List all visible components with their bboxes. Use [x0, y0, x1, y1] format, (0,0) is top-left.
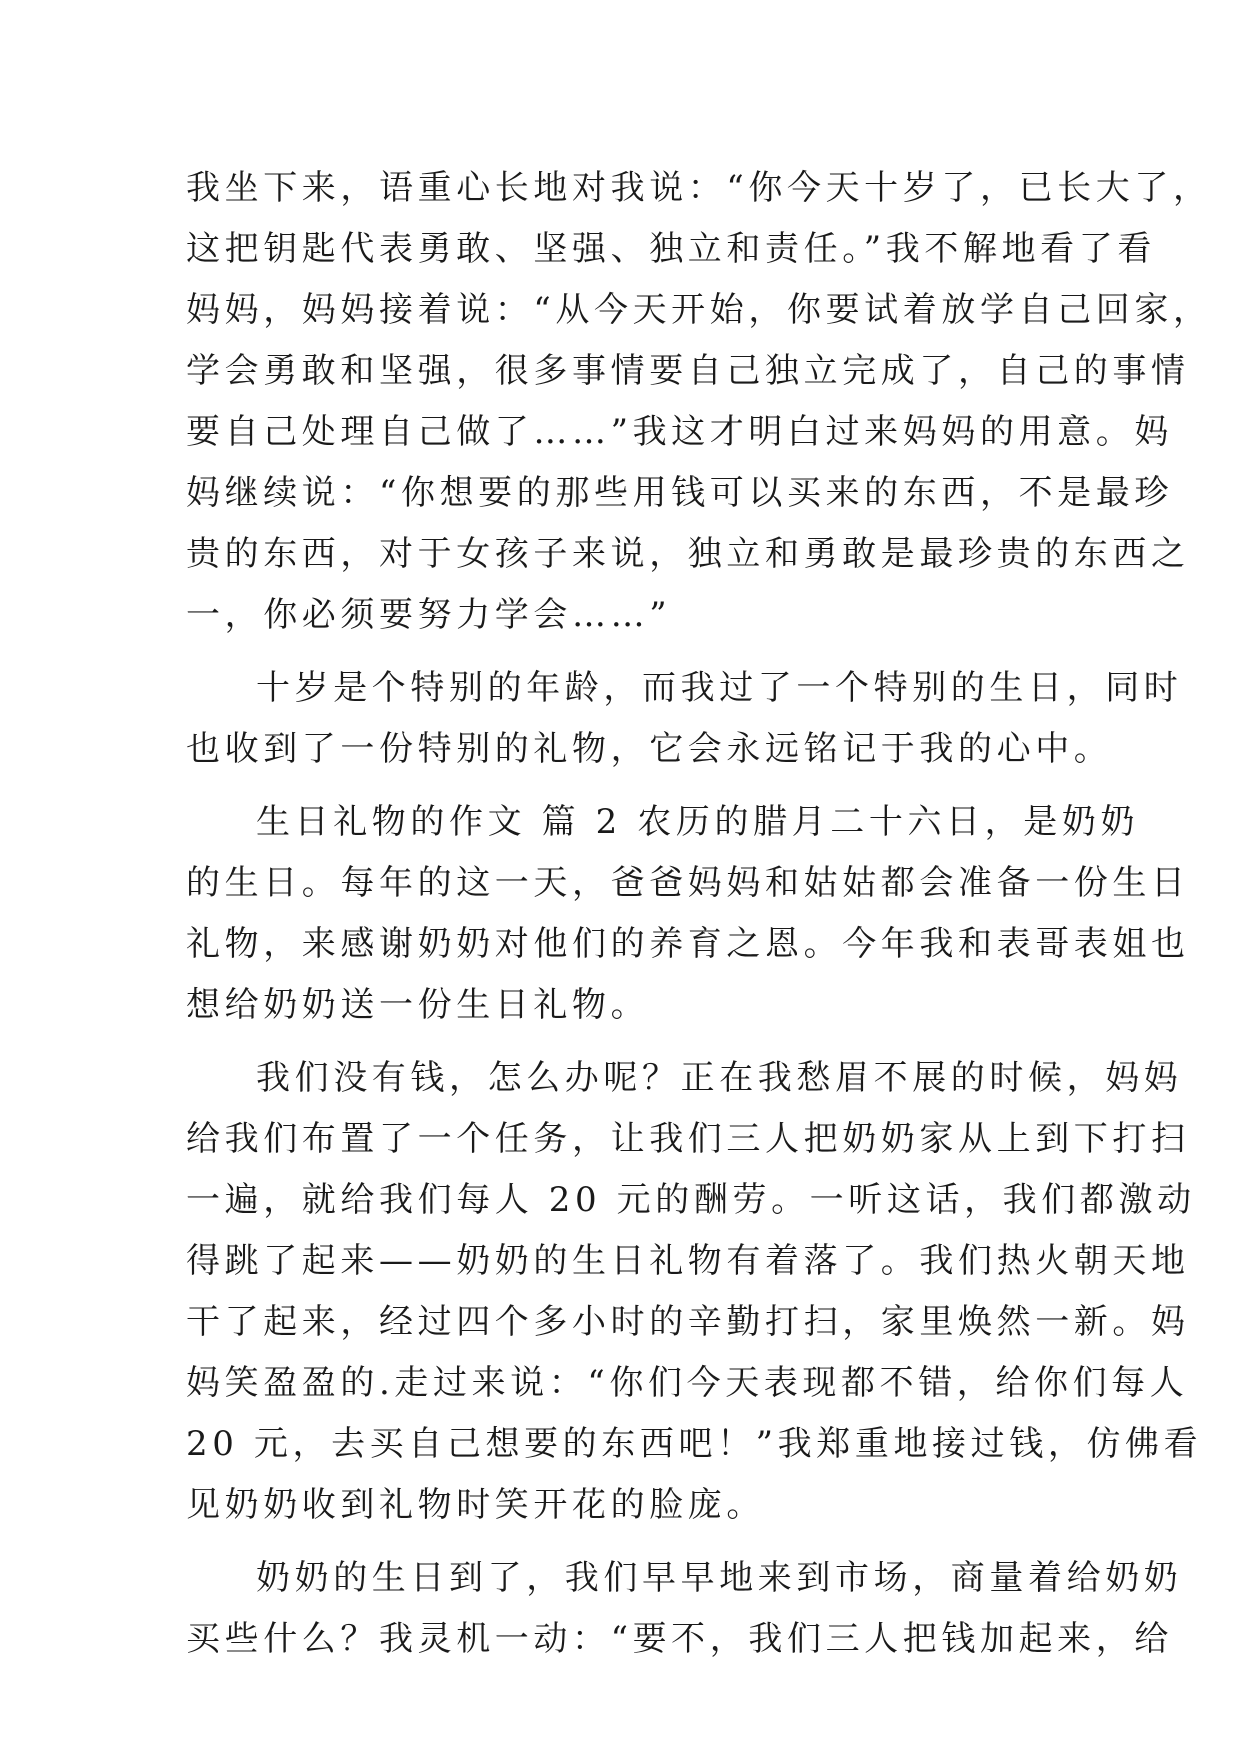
text-line: 奶奶的生日到了，我们早早地来到市场，商量着给奶奶 [256, 1558, 1183, 1598]
text-line: 我坐下来，语重心长地对我说：“你今天十岁了，已长大了， [186, 168, 1212, 208]
text-line: 要自己处理自己做了……”我这才明白过来妈妈的用意。妈 [186, 412, 1173, 452]
text-line: 学会勇敢和坚强，很多事情要自己独立完成了，自己的事情 [186, 351, 1190, 391]
text-line: 想给奶奶送一份生日礼物。 [186, 985, 650, 1025]
text-line: 给我们布置了一个任务，让我们三人把奶奶家从上到下打扫 [186, 1119, 1190, 1159]
text-line: 干了起来，经过四个多小时的辛勤打扫，家里焕然一新。妈 [186, 1302, 1190, 1342]
text-line: 20 元，去买自己想要的东西吧！”我郑重地接过钱，仿佛看 [186, 1424, 1203, 1464]
text-line: 生日礼物的作文 篇 2 农历的腊月二十六日，是奶奶 [256, 802, 1140, 842]
text-line: 见奶奶收到礼物时笑开花的脸庞。 [186, 1485, 765, 1525]
text-line: 也收到了一份特别的礼物，它会永远铭记于我的心中。 [186, 729, 1113, 769]
text-line: 的生日。每年的这一天，爸爸妈妈和姑姑都会准备一份生日 [186, 863, 1190, 903]
text-line: 贵的东西，对于女孩子来说，独立和勇敢是最珍贵的东西之 [186, 534, 1190, 574]
text-line: 十岁是个特别的年龄，而我过了一个特别的生日，同时 [256, 668, 1183, 708]
text-line: 买些什么？我灵机一动：“要不，我们三人把钱加起来，给 [186, 1619, 1173, 1659]
text-line: 妈笑盈盈的.走过来说：“你们今天表现都不错，给你们每人 [186, 1363, 1189, 1403]
text-line: 我们没有钱，怎么办呢？正在我愁眉不展的时候，妈妈 [256, 1058, 1183, 1098]
text-line: 礼物，来感谢奶奶对他们的养育之恩。今年我和表哥表姐也 [186, 924, 1190, 964]
document-body [186, 158, 1212, 1670]
text-line: 得跳了起来——奶奶的生日礼物有着落了。我们热火朝天地 [186, 1241, 1190, 1281]
text-line: 妈继续说：“你想要的那些用钱可以买来的东西，不是最珍 [186, 473, 1173, 513]
text-line: 一遍，就给我们每人 20 元的酬劳。一听这话，我们都激动 [186, 1180, 1196, 1220]
text-line: 一，你必须要努力学会……” [186, 595, 672, 635]
text-line: 妈妈，妈妈接着说：“从今天开始，你要试着放学自己回家， [186, 290, 1212, 330]
text-line: 这把钥匙代表勇敢、坚强、独立和责任。”我不解地看了看 [186, 229, 1156, 269]
